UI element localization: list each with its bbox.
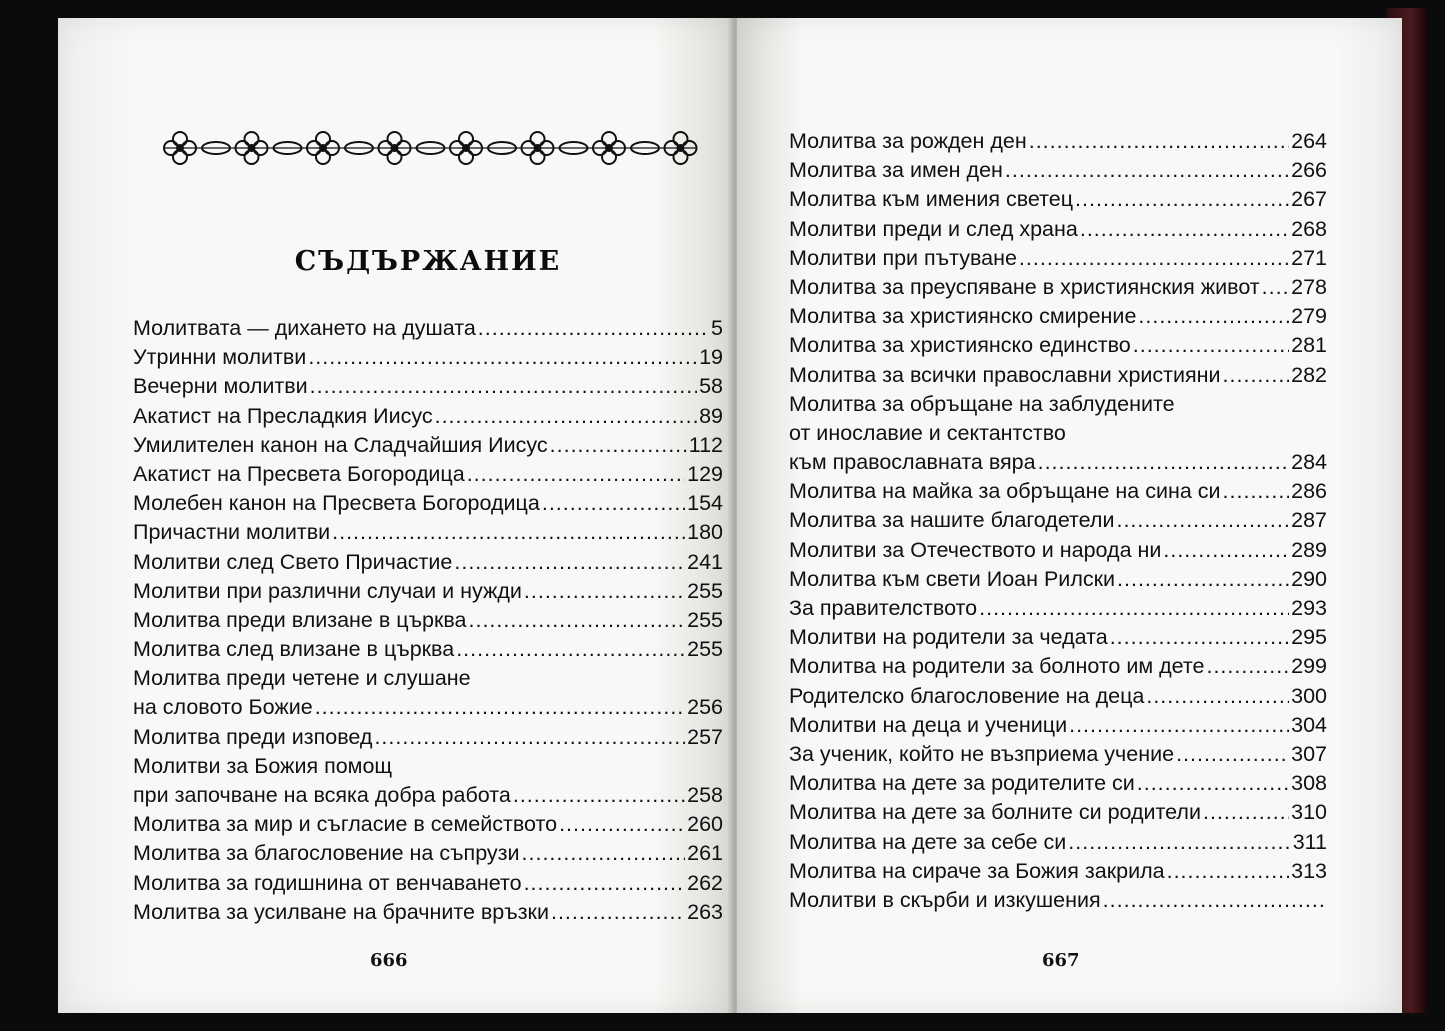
- toc-leader-dots: [1146, 682, 1289, 711]
- toc-entry-page: 261: [687, 841, 723, 866]
- toc-entry-title: Молитва на родители за болното им дете: [789, 654, 1205, 679]
- page-title: СЪДЪРЖАНИЕ: [294, 246, 562, 277]
- toc-entry: [789, 156, 1327, 185]
- toc-entry-title: Молитва на дете за родителите си: [789, 771, 1135, 796]
- toc-entry-title: Молитва към имения светец: [789, 187, 1074, 212]
- toc-entry: [133, 781, 723, 810]
- toc-entry: [133, 898, 723, 927]
- toc-entry-page: 129: [687, 461, 723, 486]
- toc-entry-title: Родителско благословение на деца: [789, 683, 1145, 708]
- toc-entry-title: Молитви на деца и ученици: [789, 712, 1068, 737]
- toc-entry-page: 290: [1291, 566, 1327, 591]
- toc-entry-title: на словото Божие: [133, 695, 313, 720]
- toc-entry: [789, 361, 1327, 390]
- toc-entry: [133, 343, 723, 372]
- toc-entry: [789, 857, 1327, 886]
- toc-entry-page: 264: [1291, 129, 1327, 153]
- toc-leader-dots: [315, 693, 685, 722]
- toc-entry: [789, 682, 1327, 711]
- toc-entry: [133, 810, 723, 839]
- toc-entry: [133, 869, 723, 898]
- toc-entry-title: Вечерни молитви: [133, 374, 308, 399]
- toc-leader-dots: [435, 402, 697, 431]
- toc-entry-page: 268: [1291, 216, 1327, 241]
- toc-entry-title: Молитви при пътуване: [789, 245, 1017, 270]
- toc-entry-title: Причастни молитви: [133, 520, 331, 545]
- toc-leader-dots: [1005, 156, 1289, 185]
- toc-leader-dots: [1138, 302, 1289, 331]
- toc-entry-page: 282: [1291, 362, 1327, 387]
- toc-entry: [789, 652, 1327, 681]
- toc-leader-dots: [467, 460, 685, 489]
- toc-entry-page: 293: [1291, 596, 1327, 620]
- page-number: 667: [1042, 950, 1080, 971]
- toc-leader-dots: [1019, 244, 1289, 273]
- toc-entry-title: Молитви преди и след храна: [789, 216, 1078, 241]
- toc-entry-page: 308: [1291, 771, 1327, 796]
- toc-entry-page: 5: [711, 316, 723, 340]
- toc-entry-page: 258: [687, 783, 723, 807]
- left-page: [58, 18, 733, 1013]
- toc-entry: [789, 886, 1327, 915]
- toc-entry: [133, 314, 723, 343]
- toc-leader-dots: [524, 869, 686, 898]
- toc-leader-dots: [1163, 536, 1289, 565]
- toc-leader-dots: [454, 548, 685, 577]
- toc-leader-dots: [1103, 886, 1325, 915]
- toc-leader-dots: [1206, 652, 1289, 681]
- toc-entry: [789, 127, 1327, 156]
- toc-entry-page: 295: [1291, 625, 1327, 650]
- ornament-border-icon: [158, 126, 703, 170]
- toc-leader-dots: [1110, 623, 1289, 652]
- toc-entry-title: Молитви за Божия помощ: [133, 753, 393, 778]
- toc-entry-page: 89: [699, 403, 723, 428]
- toc-entry-title: За правителството: [789, 596, 978, 620]
- toc-leader-dots: [310, 372, 697, 401]
- toc-leader-dots: [1116, 506, 1289, 535]
- toc-entry-title: Акатист на Пресвета Богородица: [133, 461, 465, 486]
- toc-entry-title: Молитва преди влизане в църква: [133, 607, 467, 632]
- toc-entry-title: при започване на всяка добра работа: [133, 783, 511, 807]
- toc-leader-dots: [513, 781, 685, 810]
- toc-entry: [133, 606, 723, 635]
- toc-entry: [789, 769, 1327, 798]
- toc-entry-title: Молитва за обръщане на заблудените: [789, 391, 1175, 416]
- toc-entry-title: Молитва на майка за обръщане на сина си: [789, 479, 1221, 504]
- toc-entry: [789, 244, 1327, 273]
- toc-entry: [133, 518, 723, 547]
- toc-entry-page: 262: [687, 870, 723, 895]
- toc-entry-title: Молитва след влизане в църква: [133, 637, 455, 662]
- toc-entry: [789, 623, 1327, 652]
- toc-entry-page: 300: [1291, 683, 1327, 708]
- toc-entry-title: Молебен канон на Пресвета Богородица: [133, 491, 540, 516]
- toc-entry: [789, 419, 1327, 448]
- toc-entry-title: Акатист на Пресладкия Иисус: [133, 403, 433, 428]
- toc-list-right: [789, 127, 1327, 915]
- toc-entry-page: 180: [687, 520, 723, 545]
- toc-entry-title: Молитва за всички православни християни: [789, 362, 1221, 387]
- toc-entry: [789, 477, 1327, 506]
- toc-entry: [133, 577, 723, 606]
- toc-entry: [133, 489, 723, 518]
- toc-entry-page: 257: [687, 724, 723, 749]
- toc-leader-dots: [1075, 185, 1289, 214]
- toc-entry: [133, 635, 723, 664]
- toc-leader-dots: [332, 518, 685, 547]
- toc-leader-dots: [1176, 740, 1289, 769]
- toc-entry-title: Молитва към свети Иоан Рилски: [789, 566, 1116, 591]
- toc-leader-dots: [478, 314, 709, 343]
- toc-entry-page: 284: [1291, 450, 1327, 475]
- toc-entry-title: от инославие и сектантство: [789, 420, 1066, 445]
- toc-entry-title: Молитва за нашите благодетели: [789, 508, 1115, 533]
- toc-entry-page: 307: [1291, 741, 1327, 766]
- toc-entry-page: 255: [687, 607, 723, 632]
- toc-entry-title: Молитви след Свето Причастие: [133, 549, 453, 574]
- toc-entry: [133, 664, 723, 693]
- toc-entry: [133, 402, 723, 431]
- toc-entry-page: 278: [1291, 274, 1327, 299]
- toc-leader-dots: [1167, 857, 1290, 886]
- toc-leader-dots: [979, 594, 1289, 623]
- toc-entry: [789, 448, 1327, 477]
- toc-entry: [133, 431, 723, 460]
- toc-entry-page: 241: [687, 549, 723, 574]
- toc-entry-title: към православната вяра: [789, 450, 1036, 475]
- toc-entry-page: 266: [1291, 158, 1327, 183]
- toc-leader-dots: [1223, 477, 1290, 506]
- toc-entry: [789, 828, 1327, 857]
- toc-entry-page: 263: [687, 899, 723, 924]
- toc-entry: [789, 273, 1327, 302]
- toc-entry-page: 281: [1291, 333, 1327, 358]
- toc-leader-dots: [522, 839, 686, 868]
- toc-leader-dots: [559, 810, 685, 839]
- toc-leader-dots: [551, 898, 685, 927]
- toc-entry: [789, 215, 1327, 244]
- toc-entry-title: Молитва за преуспяване в християнския живот: [789, 274, 1260, 299]
- toc-entry: [789, 565, 1327, 594]
- toc-entry: [789, 798, 1327, 827]
- toc-entry-page: 255: [687, 637, 723, 662]
- toc-entry-title: Молитва за благословение на съпрузи: [133, 841, 520, 866]
- toc-entry-page: 279: [1291, 304, 1327, 329]
- toc-entry-page: 310: [1291, 800, 1327, 825]
- toc-entry-title: Молитва за имен ден: [789, 158, 1003, 183]
- toc-leader-dots: [469, 606, 686, 635]
- toc-entry-page: 289: [1291, 537, 1327, 562]
- toc-entry-title: Молитва на сираче за Божия закрила: [789, 858, 1165, 883]
- toc-leader-dots: [1068, 828, 1290, 857]
- toc-entry-page: 311: [1292, 829, 1327, 854]
- toc-leader-dots: [456, 635, 685, 664]
- toc-entry: [789, 390, 1327, 419]
- toc-leader-dots: [1080, 215, 1289, 244]
- toc-leader-dots: [1117, 565, 1289, 594]
- toc-entry: [133, 723, 723, 752]
- toc-entry-title: Молитва на дете за болните си родители: [789, 800, 1201, 825]
- toc-entry-title: Молитви на родители за чедата: [789, 625, 1108, 650]
- toc-entry-page: 313: [1291, 858, 1327, 883]
- toc-entry-title: Молитва на дете за себе си: [789, 829, 1067, 854]
- toc-leader-dots: [524, 577, 685, 606]
- toc-entry-page: 304: [1291, 712, 1327, 737]
- toc-entry-title: Молитва за годишнина от венчаването: [133, 870, 522, 895]
- toc-entry-title: Молитви за Отечеството и народа ни: [789, 537, 1162, 562]
- toc-entry-title: Умилителен канон на Сладчайшия Иисус: [133, 432, 548, 457]
- toc-entry-title: Молитва преди четене и слушане: [133, 666, 471, 691]
- toc-entry-title: Молитва за рожден ден: [789, 129, 1027, 153]
- toc-entry-page: 260: [687, 812, 723, 837]
- toc-entry-page: 112: [688, 432, 723, 457]
- toc-entry-page: 299: [1291, 654, 1327, 679]
- toc-entry-title: Молитви в скърби и изкушения: [789, 887, 1101, 912]
- toc-entry-page: 154: [687, 491, 723, 516]
- toc-entry: [789, 331, 1327, 360]
- toc-leader-dots: [550, 431, 687, 460]
- toc-leader-dots: [542, 489, 685, 518]
- toc-entry: [789, 302, 1327, 331]
- toc-entry: [789, 740, 1327, 769]
- toc-leader-dots: [1133, 331, 1289, 360]
- toc-entry: [789, 506, 1327, 535]
- toc-entry: [789, 711, 1327, 740]
- toc-entry-page: 286: [1291, 479, 1327, 504]
- toc-entry-page: 271: [1291, 245, 1327, 270]
- toc-entry-page: 287: [1291, 508, 1327, 533]
- toc-entry-title: Утринни молитви: [133, 345, 307, 370]
- toc-entry: [133, 839, 723, 868]
- toc-leader-dots: [374, 723, 685, 752]
- toc-entry-page: 58: [699, 374, 723, 399]
- toc-entry-title: Молитви при различни случаи и нужди: [133, 578, 522, 603]
- toc-entry: [789, 185, 1327, 214]
- toc-entry-title: За ученик, който не възприема учение: [789, 741, 1175, 766]
- toc-entry: [133, 372, 723, 401]
- toc-entry-page: 267: [1291, 187, 1327, 212]
- toc-leader-dots: [1223, 361, 1290, 390]
- toc-entry-page: 255: [687, 578, 723, 603]
- toc-entry: [133, 548, 723, 577]
- toc-entry-title: Молитва за мир и съгласие в семейството: [133, 812, 558, 837]
- toc-entry-page: 19: [699, 345, 723, 370]
- toc-entry-title: Молитвата — дихането на душата: [133, 316, 476, 340]
- page-number: 666: [370, 950, 408, 971]
- toc-entry-title: Молитва за християнско смирение: [789, 304, 1137, 329]
- toc-leader-dots: [308, 343, 697, 372]
- toc-entry: [789, 536, 1327, 565]
- toc-leader-dots: [1262, 273, 1289, 302]
- toc-leader-dots: [1203, 798, 1289, 827]
- toc-entry-title: Молитва преди изповед: [133, 724, 373, 749]
- toc-entry-title: Молитва за усилване на брачните връзки: [133, 899, 549, 924]
- toc-list-left: [133, 314, 723, 927]
- toc-leader-dots: [1137, 769, 1289, 798]
- toc-entry: [789, 594, 1327, 623]
- toc-entry: [133, 460, 723, 489]
- toc-leader-dots: [1038, 448, 1290, 477]
- toc-leader-dots: [1069, 711, 1289, 740]
- right-page: [737, 18, 1402, 1013]
- toc-leader-dots: [1029, 127, 1289, 156]
- toc-entry: [133, 752, 723, 781]
- toc-entry: [133, 693, 723, 722]
- toc-entry-title: Молитва за християнско единство: [789, 333, 1131, 358]
- toc-entry-page: 256: [687, 695, 723, 720]
